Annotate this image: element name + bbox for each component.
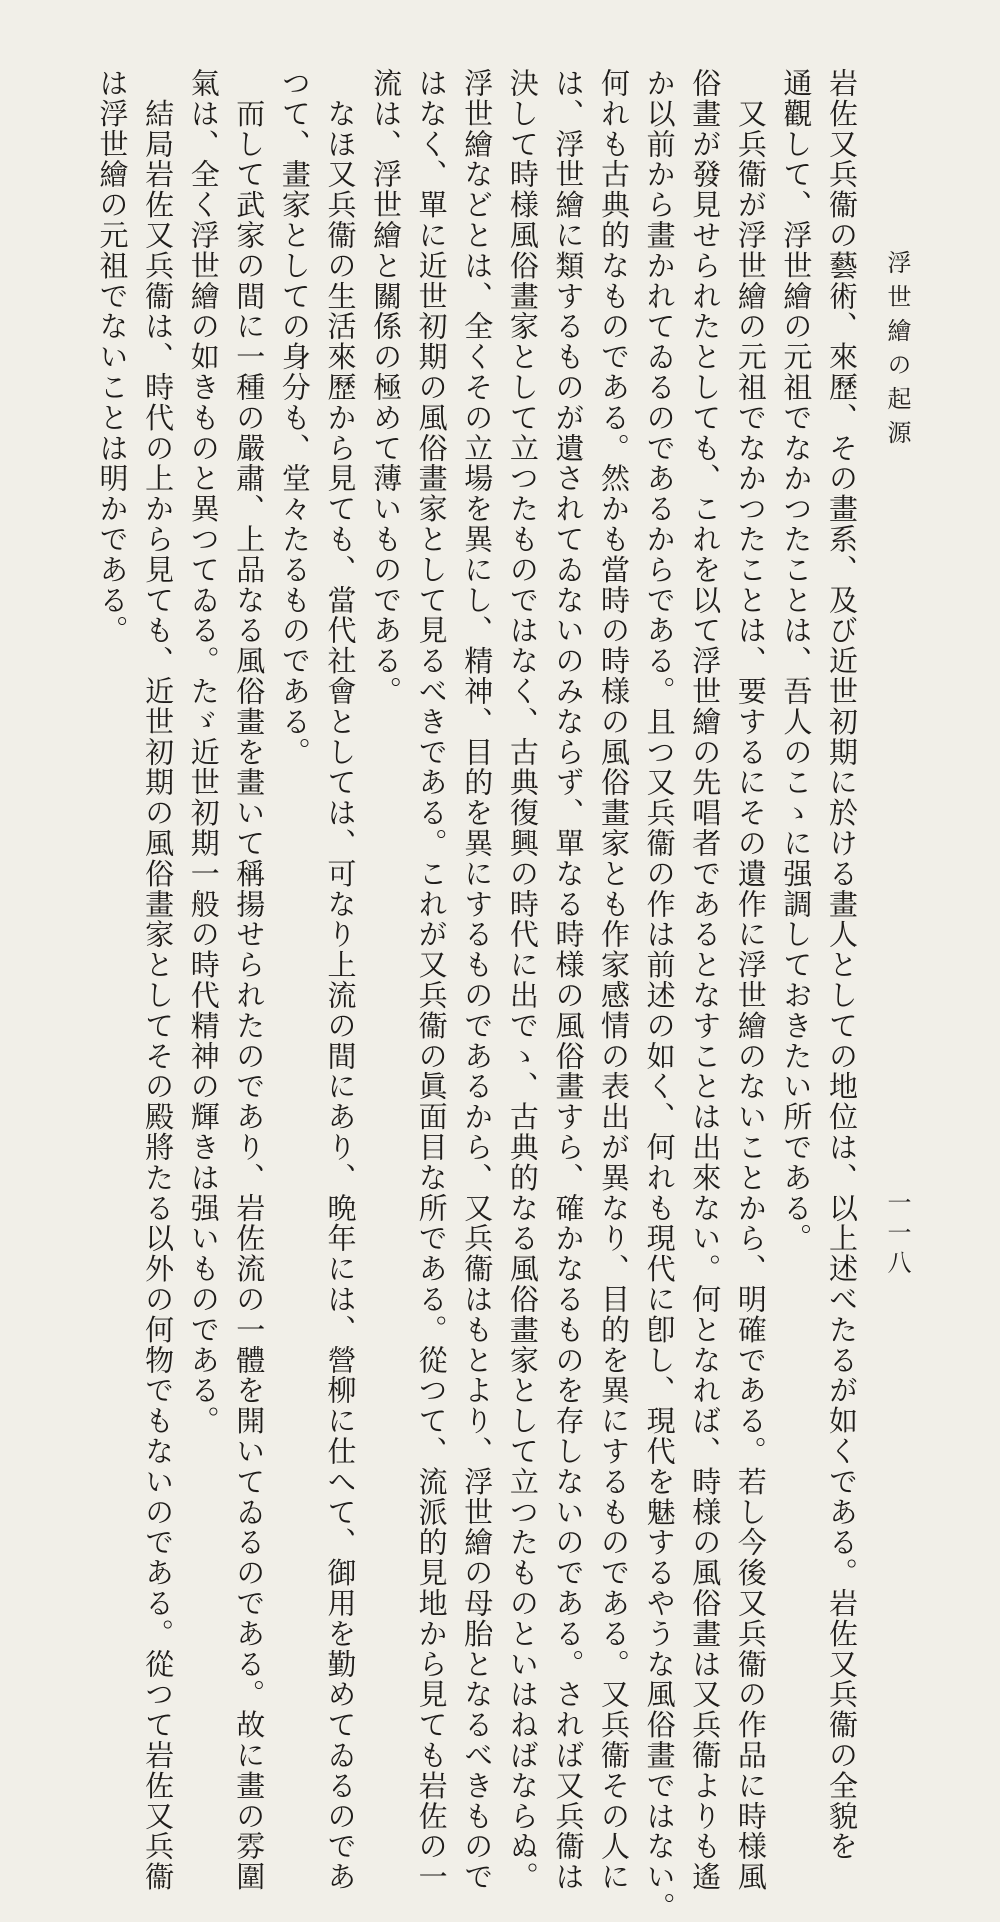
text-line: 浮世繪などとは、全くその立場を異にし、精神、目的を異にするものであるから、又兵衞はもとより、浮世繪の母胎となるべきもので bbox=[460, 68, 495, 1892]
text-line: はなく、單に近世初期の風俗畫家として見るべきである。これが又兵衞の眞面目な所である。從つて、流派的見地から見ても岩佐の一 bbox=[414, 68, 449, 1892]
page-number: 一一八 bbox=[883, 1190, 911, 1280]
text-line: 岩佐又兵衞の藝術、來歷、その畫系、及び近世初期に於ける畫人としての地位は、以上述べたるが如くである。岩佐又兵衞の全貌を bbox=[825, 68, 859, 1862]
text-line: 氣は、全く浮世繪の如きものと異つてゐる。たゞ近世初期一般の時代精神の輝きは强いものである。 bbox=[186, 68, 221, 1436]
text-line: 而して武家の間に一種の嚴肅、上品なる風俗畫を畫いて稱揚せられたのであり、岩佐流の一體を開いてゐるのである。故に畫の雰圍 bbox=[232, 68, 267, 1892]
text-line: 決して時様風俗畫家として立つたものではなく、古典復興の時代に出でゝ、古典的なる風俗畫家として立つたものといはねばならぬ。 bbox=[505, 68, 540, 1892]
text-line: つて、畫家としての身分も、堂々たるものである。 bbox=[277, 68, 312, 768]
text-line: 結局岩佐又兵衞は、時代の上から見ても、近世初期の風俗畫家としてその殿將たる以外の何物でもないのである。從つて岩佐又兵衞 bbox=[141, 68, 176, 1892]
text-line: 俗畫が發見せられたとしても、これを以て浮世繪の先唱者であるとなすことは出來ない。何となれば、時様の風俗畫は又兵衞よりも遙 bbox=[688, 68, 723, 1892]
text-line: は、浮世繪に類するものが遺されてゐないのみならず、單なる時様の風俗畫すら、確かなるものを存しないのである。されば又兵衞は bbox=[551, 68, 586, 1892]
text-line: 又兵衞が浮世繪の元祖でなかつたことは、要するにその遺作に浮世繪のないことから、明確である。若し今後又兵衞の作品に時様風 bbox=[733, 68, 768, 1892]
text-line: 通觀して、浮世繪の元祖でなかつたことは、吾人のこゝに强調しておきたい所である。 bbox=[779, 68, 814, 1254]
body-text bbox=[89, 68, 864, 1922]
text-line: なほ又兵衞の生活來歷から見ても、當代社會としては、可なり上流の間にあり、晩年には、營柳に仕へて、御用を勤めてゐるのであ bbox=[323, 68, 358, 1892]
text-line: か以前から畫かれてゐるのであるからである。且つ又兵衞の作は前述の如く、何れも現代に卽し、現代を魅するやうな風俗畫ではない。 bbox=[642, 68, 677, 1922]
running-header: 浮世繪の起源 bbox=[883, 250, 911, 454]
text-line: は浮世繪の元祖でないことは明かである。 bbox=[95, 68, 130, 646]
text-line: 流は、浮世繪と關係の極めて薄いものである。 bbox=[369, 68, 404, 707]
text-line: 何れも古典的なものである。然かも當時の時様の風俗畫家とも作家感情の表出が異なり、目的を異にするものである。又兵衞その人に bbox=[597, 68, 632, 1892]
